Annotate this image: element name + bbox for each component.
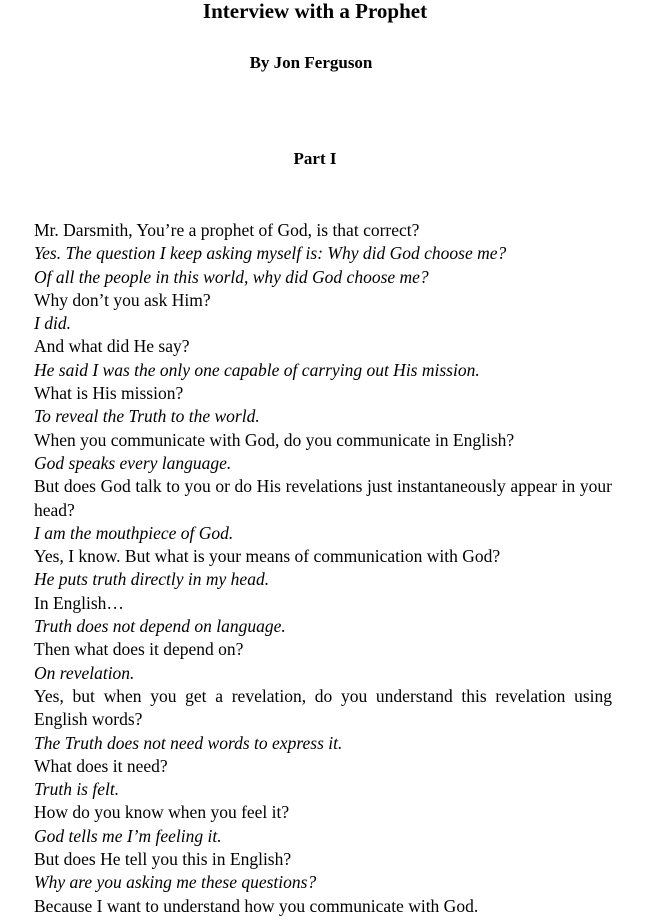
answer-line: The Truth does not need words to express it. bbox=[34, 732, 343, 753]
interview-dialogue bbox=[34, 219, 612, 918]
question-line: Then what does it depend on? bbox=[34, 639, 244, 660]
document-title: Interview with a Prophet bbox=[202, 0, 428, 23]
answer-line: He said I was the only one capable of carrying out His mission. bbox=[34, 359, 480, 380]
question-line: In English… bbox=[34, 592, 124, 613]
question-line: Yes, I know. But what is your means of communication with God? bbox=[34, 546, 501, 567]
answer-line: God speaks every language. bbox=[34, 452, 232, 473]
answer-line: Truth does not depend on language. bbox=[34, 616, 286, 637]
answer-line: God tells me I’m feeling it. bbox=[34, 825, 222, 846]
part-heading: Part I bbox=[293, 149, 337, 168]
question-line: But does God talk to you or do His revelations just instantaneously appear in your head? bbox=[34, 476, 612, 520]
answer-line: Why are you asking me these questions? bbox=[34, 872, 317, 893]
question-line: Because I want to understand how you communicate with God. bbox=[34, 895, 479, 916]
answer-line: He puts truth directly in my head. bbox=[34, 569, 270, 590]
question-line: And what did He say? bbox=[34, 336, 190, 357]
answer-line: On revelation. bbox=[34, 662, 135, 683]
document-author: By Jon Ferguson bbox=[249, 53, 373, 72]
question-line: But does He tell you this in English? bbox=[34, 849, 292, 870]
answer-line: Truth is felt. bbox=[34, 779, 120, 800]
answer-line: Yes. The question I keep asking myself is: Why did God choose me? bbox=[34, 243, 507, 264]
question-line: Mr. Darsmith, You’re a prophet of God, is that correct? bbox=[34, 220, 420, 240]
question-line: What does it need? bbox=[34, 755, 168, 776]
answer-line: I am the mouthpiece of God. bbox=[34, 522, 234, 543]
answer-line: To reveal the Truth to the world. bbox=[34, 406, 260, 427]
question-line: When you communicate with God, do you communicate in English? bbox=[34, 429, 515, 450]
question-line: Yes, but when you get a revelation, do you understand this revelation using English words? bbox=[34, 685, 612, 730]
question-line: Why don’t you ask Him? bbox=[34, 289, 211, 310]
question-line: How do you know when you feel it? bbox=[34, 802, 290, 823]
question-line: What is His mission? bbox=[34, 383, 184, 404]
answer-line: Of all the people in this world, why did God choose me? bbox=[34, 266, 429, 287]
answer-line: I did. bbox=[34, 313, 71, 334]
